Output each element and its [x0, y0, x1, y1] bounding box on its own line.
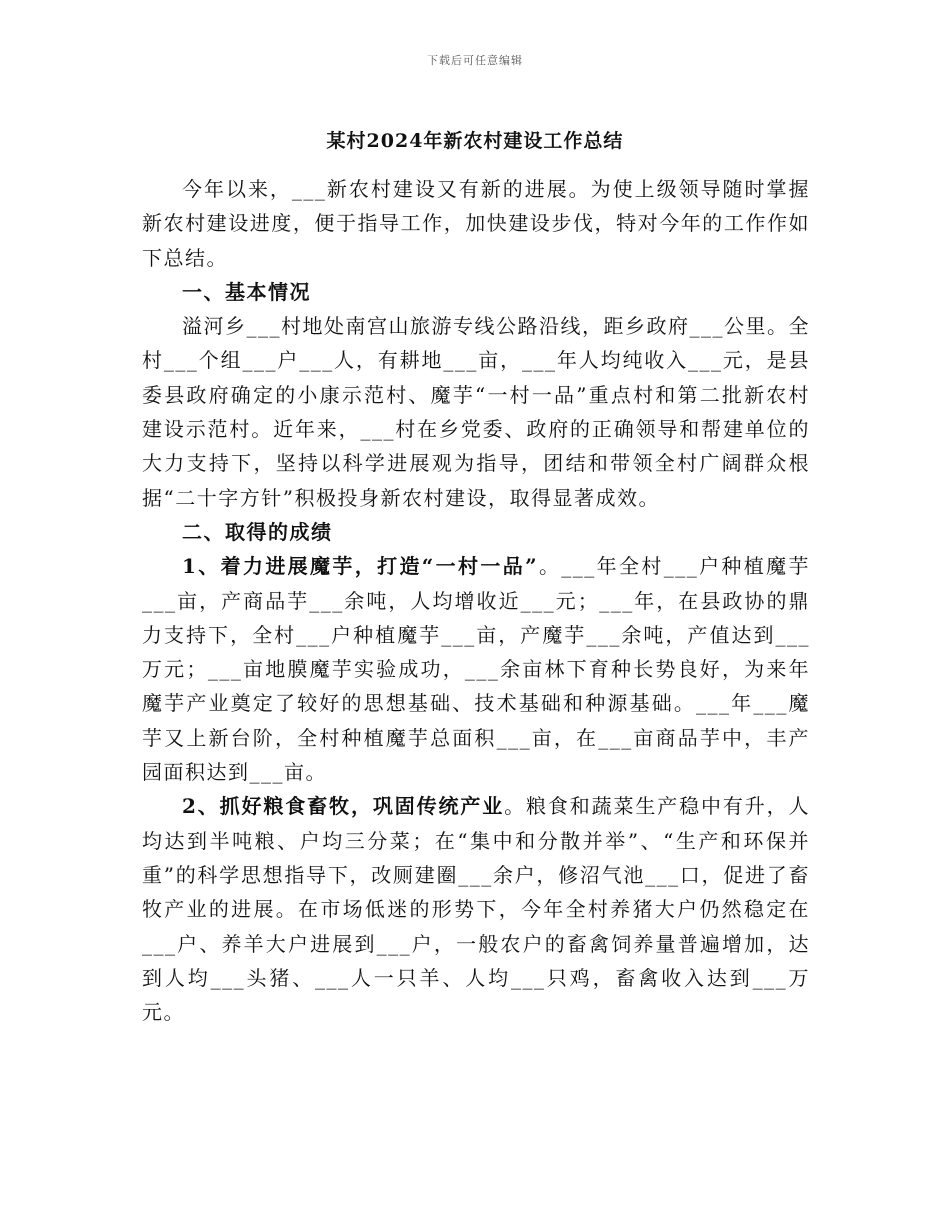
document-title: 某村2024年新农村建设工作总结 — [326, 130, 624, 152]
achievement-item-grain-text: 。粮食和蔬菜生产稳中有升，人均达到半吨粮、户均三分菜；在“集中和分散并举”、“生产和环保并重”的科学思想指导下，改厕建圈___余户，修沼气池___口，促进了畜牧产业的进展。在市场低迷的形势下，今年全村养猪大户仍然稳定在___户、养羊大户进展到___户，一般农户的畜禽饲养量普遍增加，达到人均___头猪、___人一只羊、人均___只鸡，畜禽收入达到___万元。 — [142, 794, 811, 1025]
section-heading-basic: 一、基本情况 — [182, 279, 311, 304]
document-body — [142, 172, 810, 1029]
achievement-item-grain-livestock — [142, 789, 810, 1029]
section-heading-achievements: 二、取得的成绩 — [182, 519, 333, 544]
header-note: 下载后可任意编辑 — [427, 54, 523, 67]
achievement-item-konjac — [142, 549, 810, 789]
achievement-item-konjac-text: 。___年全村___户种植魔芋___亩，产商品芋___余吨，人均增收近___元；___年，在县政协的鼎力支持下，全村___户种植魔芋___亩，产魔芋___余吨，产值达到___万元；___亩地膜魔芋实验成功，___余亩林下育种长势良好，为来年魔芋产业奠定了较好的思想基础、技术基础和种源基础。___年___魔芋又上新台阶，全村种植魔芋总面积___亩，在___亩商品芋中，丰产园面积达到___亩。 — [142, 554, 810, 785]
basic-situation-paragraph: 溢河乡___村地处南宫山旅游专线公路沿线，距乡政府___公里。全村___个组___户___人，有耕地___亩，___年人均纯收入___元，是县委县政府确定的小康示范村、魔芋“一村一品”重点村和第二批新农村建设示范村。近年来，___村在乡党委、政府的正确领导和帮建单位的大力支持下，坚持以科学进展观为指导，团结和带领全村广阔群众根据“二十字方针”积极投身新农村建设，取得显著成效。 — [142, 314, 810, 510]
achievement-item-grain-lead: 2、抓好粮食畜牧，巩固传统产业 — [182, 794, 505, 819]
achievement-item-konjac-lead: 1、着力进展魔芋，打造“一村一品” — [182, 554, 539, 579]
intro-paragraph: 今年以来，___新农村建设又有新的进展。为使上级领导随时掌握新农村建设进度，便于指导工作，加快建设步伐，特对今年的工作作如下总结。 — [142, 177, 810, 270]
